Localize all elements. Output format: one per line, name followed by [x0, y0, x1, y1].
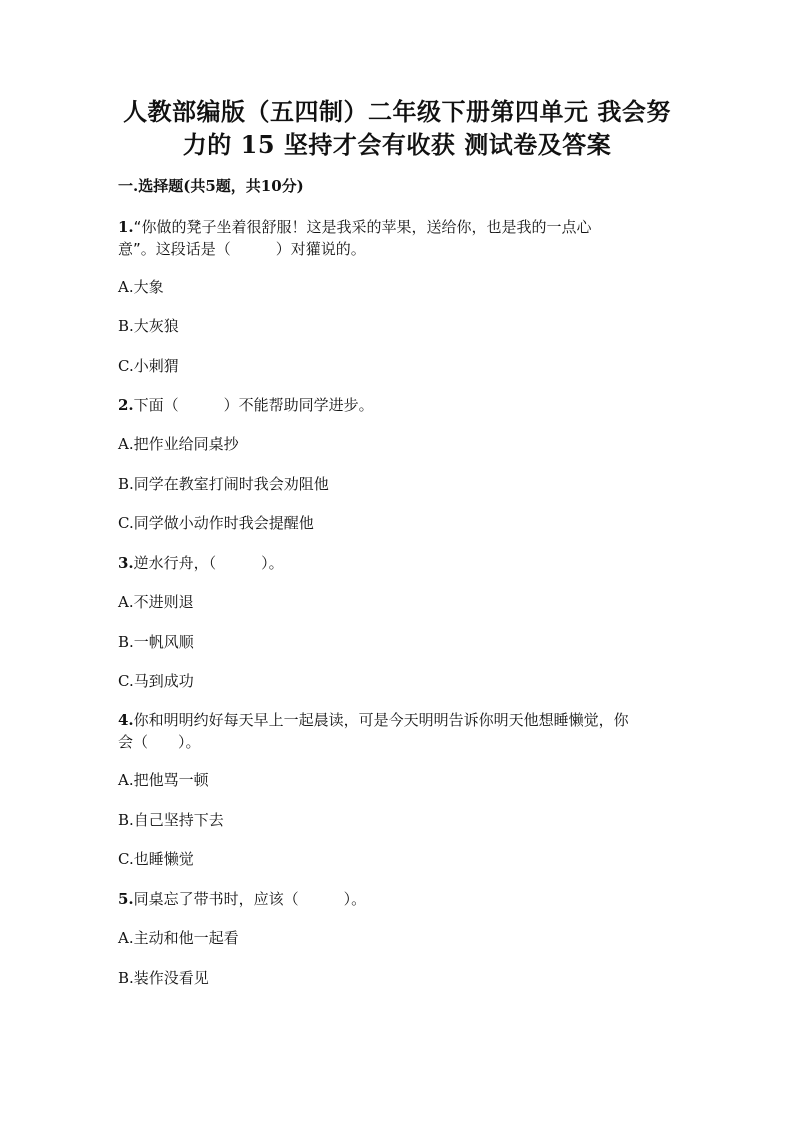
page-title-line-2: 力的 15 坚持才会有收获 测试卷及答案: [182, 130, 612, 159]
option-letter: B.: [118, 633, 134, 651]
question-2-text-1: 下面（ ）不能帮助同学进步。: [133, 396, 374, 414]
question-5-option-a: [118, 927, 239, 949]
question-2-option-c: [118, 512, 314, 534]
option-text: 小刺猬: [133, 357, 179, 375]
question-2: [118, 394, 678, 416]
option-letter: B.: [118, 475, 134, 493]
question-3-line-1: [118, 552, 678, 574]
question-1-line-2: 意”。这段话是（ ）对獾说的。: [118, 240, 366, 258]
option-letter: A.: [118, 771, 134, 789]
question-2-line-1: [118, 394, 678, 416]
question-2-option-b: [118, 473, 329, 495]
question-5-number: 5.: [118, 890, 134, 908]
question-3-option-b: [118, 631, 194, 653]
question-5-text-1: 同桌忘了带书时，应该（ ）。: [133, 890, 367, 908]
question-1-number: 1.: [118, 218, 134, 236]
question-3-option-c: [118, 670, 194, 692]
question-5-line-1: [118, 888, 678, 910]
question-4-option-c: [118, 848, 194, 870]
question-3: [118, 552, 678, 574]
option-letter: C.: [118, 357, 134, 375]
question-3-text-1: 逆水行舟，（ ）。: [133, 554, 284, 572]
option-text: 同学在教室打闹时我会劝阻他: [133, 475, 329, 493]
option-text: 也睡懒觉: [133, 850, 194, 868]
option-text: 主动和他一起看: [133, 929, 239, 947]
option-text: 不进则退: [133, 593, 194, 611]
option-letter: B.: [118, 317, 134, 335]
option-text: 同学做小动作时我会提醒他: [133, 514, 314, 532]
page-title-line-1: 人教部编版（五四制）二年级下册第四单元 我会努: [123, 97, 671, 126]
option-text: 装作没看见: [133, 969, 209, 987]
question-1-line-1: [118, 216, 678, 238]
question-2-option-a: [118, 433, 239, 455]
option-text: 马到成功: [133, 672, 194, 690]
option-letter: A.: [118, 593, 134, 611]
question-1-option-b: [118, 315, 179, 337]
option-letter: B.: [118, 811, 134, 829]
option-letter: A.: [118, 929, 134, 947]
option-text: 大灰狼: [133, 317, 179, 335]
option-letter: B.: [118, 969, 134, 987]
question-4-line-2: 会（ ）。: [118, 733, 201, 751]
question-1-option-a: [118, 276, 164, 298]
question-4-number: 4.: [118, 711, 134, 729]
question-4-text-1: 你和明明约好每天早上一起晨读，可是今天明明告诉你明天他想睡懒觉，你: [133, 711, 629, 729]
question-1-option-c: [118, 355, 179, 377]
question-1: [118, 216, 678, 260]
question-4-option-a: [118, 769, 209, 791]
option-text: 把作业给同桌抄: [133, 435, 239, 453]
option-text: 自己坚持下去: [133, 811, 224, 829]
option-letter: C.: [118, 672, 134, 690]
option-letter: C.: [118, 850, 134, 868]
question-2-number: 2.: [118, 396, 134, 414]
question-5-option-b: [118, 967, 209, 989]
option-letter: C.: [118, 514, 134, 532]
section-heading: 一.选择题(共5题，共10分): [118, 177, 304, 195]
option-letter: A.: [118, 278, 134, 296]
question-5: [118, 888, 678, 910]
question-4: [118, 709, 678, 753]
question-3-number: 3.: [118, 554, 134, 572]
option-text: 一帆风顺: [133, 633, 194, 651]
question-3-option-a: [118, 591, 194, 613]
option-letter: A.: [118, 435, 134, 453]
option-text: 把他骂一顿: [133, 771, 209, 789]
question-4-line-1: [118, 709, 678, 731]
question-4-option-b: [118, 809, 224, 831]
question-1-text-1: “你做的凳子坐着很舒服！这是我采的苹果，送给你，也是我的一点心: [133, 218, 592, 236]
option-text: 大象: [133, 278, 164, 296]
